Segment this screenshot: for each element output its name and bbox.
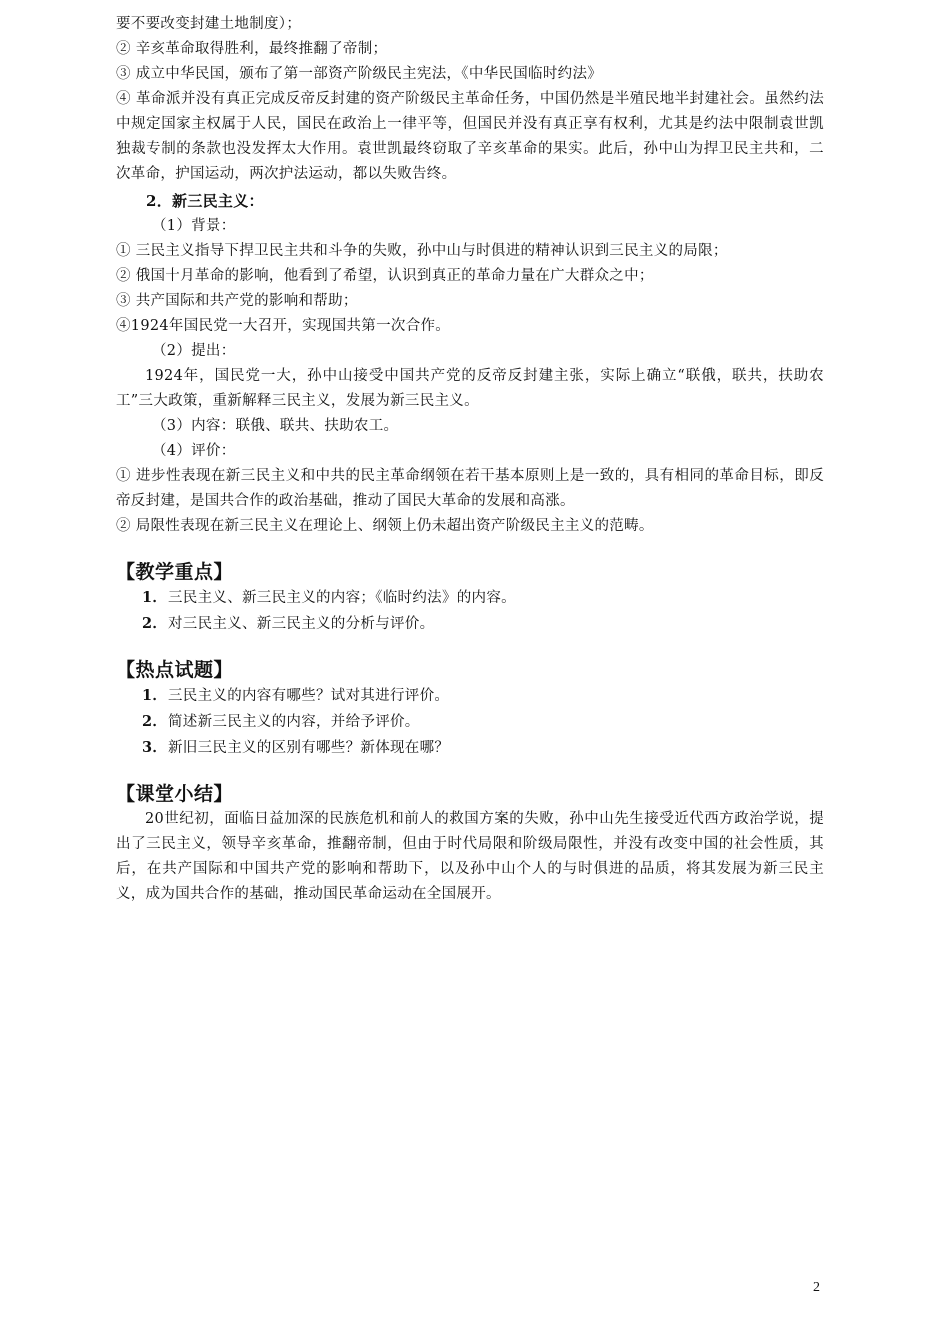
key-point-item-1 [116, 585, 824, 611]
evaluation-item-1: ① 进步性表现在新三民主义和中共的民主革命纲领在若干基本原则上是一致的，具有相同的革命目标，即反帝反封建，是国共合作的政治基础，推动了国民大革命的发展和高涨。 [116, 468, 824, 509]
new-three-principles-heading: 2．新三民主义： [146, 192, 264, 210]
list-number: 1． [142, 687, 168, 704]
key-points-title: 【教学重点】 [116, 561, 234, 583]
summary-title: 【课堂小结】 [116, 783, 234, 805]
content-line: （3）内容：联俄、联共、扶助农工。 [152, 418, 399, 434]
background-item-3: ③ 共产国际和共产党的影响和帮助； [116, 293, 358, 309]
hot-questions-title: 【热点试题】 [116, 659, 234, 681]
background-label: （1）背景： [152, 218, 236, 234]
proposal-label: （2）提出： [152, 343, 236, 359]
list-text: 三民主义的内容有哪些？试对其进行评价。 [168, 688, 450, 704]
background-item-1: ① 三民主义指导下捍卫民主共和斗争的失败，孙中山与时俱进的精神认识到三民主义的局限； [116, 243, 728, 259]
intro-line-2: ② 辛亥革命取得胜利，最终推翻了帝制； [116, 41, 388, 57]
list-text: 三民主义、新三民主义的内容；《临时约法》的内容。 [168, 590, 516, 606]
background-item-2: ② 俄国十月革命的影响，他看到了希望，认识到真正的革命力量在广大群众之中； [116, 268, 654, 284]
hot-question-item-3 [116, 735, 824, 761]
list-number: 1． [142, 589, 168, 606]
list-number: 2． [142, 615, 168, 632]
list-text: 对三民主义、新三民主义的分析与评价。 [168, 616, 435, 632]
intro-line-3: ③ 成立中华民国，颁布了第一部资产阶级民主宪法，《中华民国临时约法》 [116, 66, 603, 82]
list-number: 3． [142, 739, 168, 756]
hot-question-item-1 [116, 683, 824, 709]
evaluation-label: （4）评价： [152, 443, 236, 459]
summary-text: 20世纪初，面临日益加深的民族危机和前人的救国方案的失败，孙中山先生接受近代西方政治学说，提出了三民主义，领导辛亥革命，推翻帝制，但由于时代局限和阶级局限性，并没有改变中国的社会性质，其后，在共产国际和中国共产党的影响和帮助下，以及孙中山个人的与时俱进的品质，将其发展为新三民主义，成为国共合作的基础，推动国民革命运动在全国展开。 [116, 811, 824, 902]
proposal-text: 1924年，国民党一大，孙中山接受中国共产党的反帝反封建主张，实际上确立“联俄，联共，扶助农工”三大政策，重新解释三民主义，发展为新三民主义。 [116, 368, 824, 409]
key-point-item-2 [116, 611, 824, 637]
list-text: 简述新三民主义的内容，并给予评价。 [168, 714, 420, 730]
background-item-4: ④1924年国民党一大召开，实现国共第一次合作。 [116, 318, 451, 334]
hot-question-item-2 [116, 709, 824, 735]
list-number: 2． [142, 713, 168, 730]
page-number: 2 [813, 1280, 820, 1295]
list-text: 新旧三民主义的区别有哪些？新体现在哪？ [168, 740, 450, 756]
intro-line-1: 要不要改变封建土地制度）； [116, 16, 302, 32]
intro-paragraph-4: ④ 革命派并没有真正完成反帝反封建的资产阶级民主革命任务，中国仍然是半殖民地半封建社会。虽然约法中规定国家主权属于人民，国民在政治上一律平等，但国民并没有真正享有权利，尤其是约法中限制袁世凯独裁专制的条款也没发挥太大作用。袁世凯最终窃取了辛亥革命的果实。此后，孙中山为捍卫民主共和，二次革命，护国运动，两次护法运动，都以失败告终。 [116, 91, 824, 182]
evaluation-item-2: ② 局限性表现在新三民主义在理论上、纲领上仍未超出资产阶级民主主义的范畴。 [116, 518, 654, 534]
page-content [116, 12, 824, 907]
